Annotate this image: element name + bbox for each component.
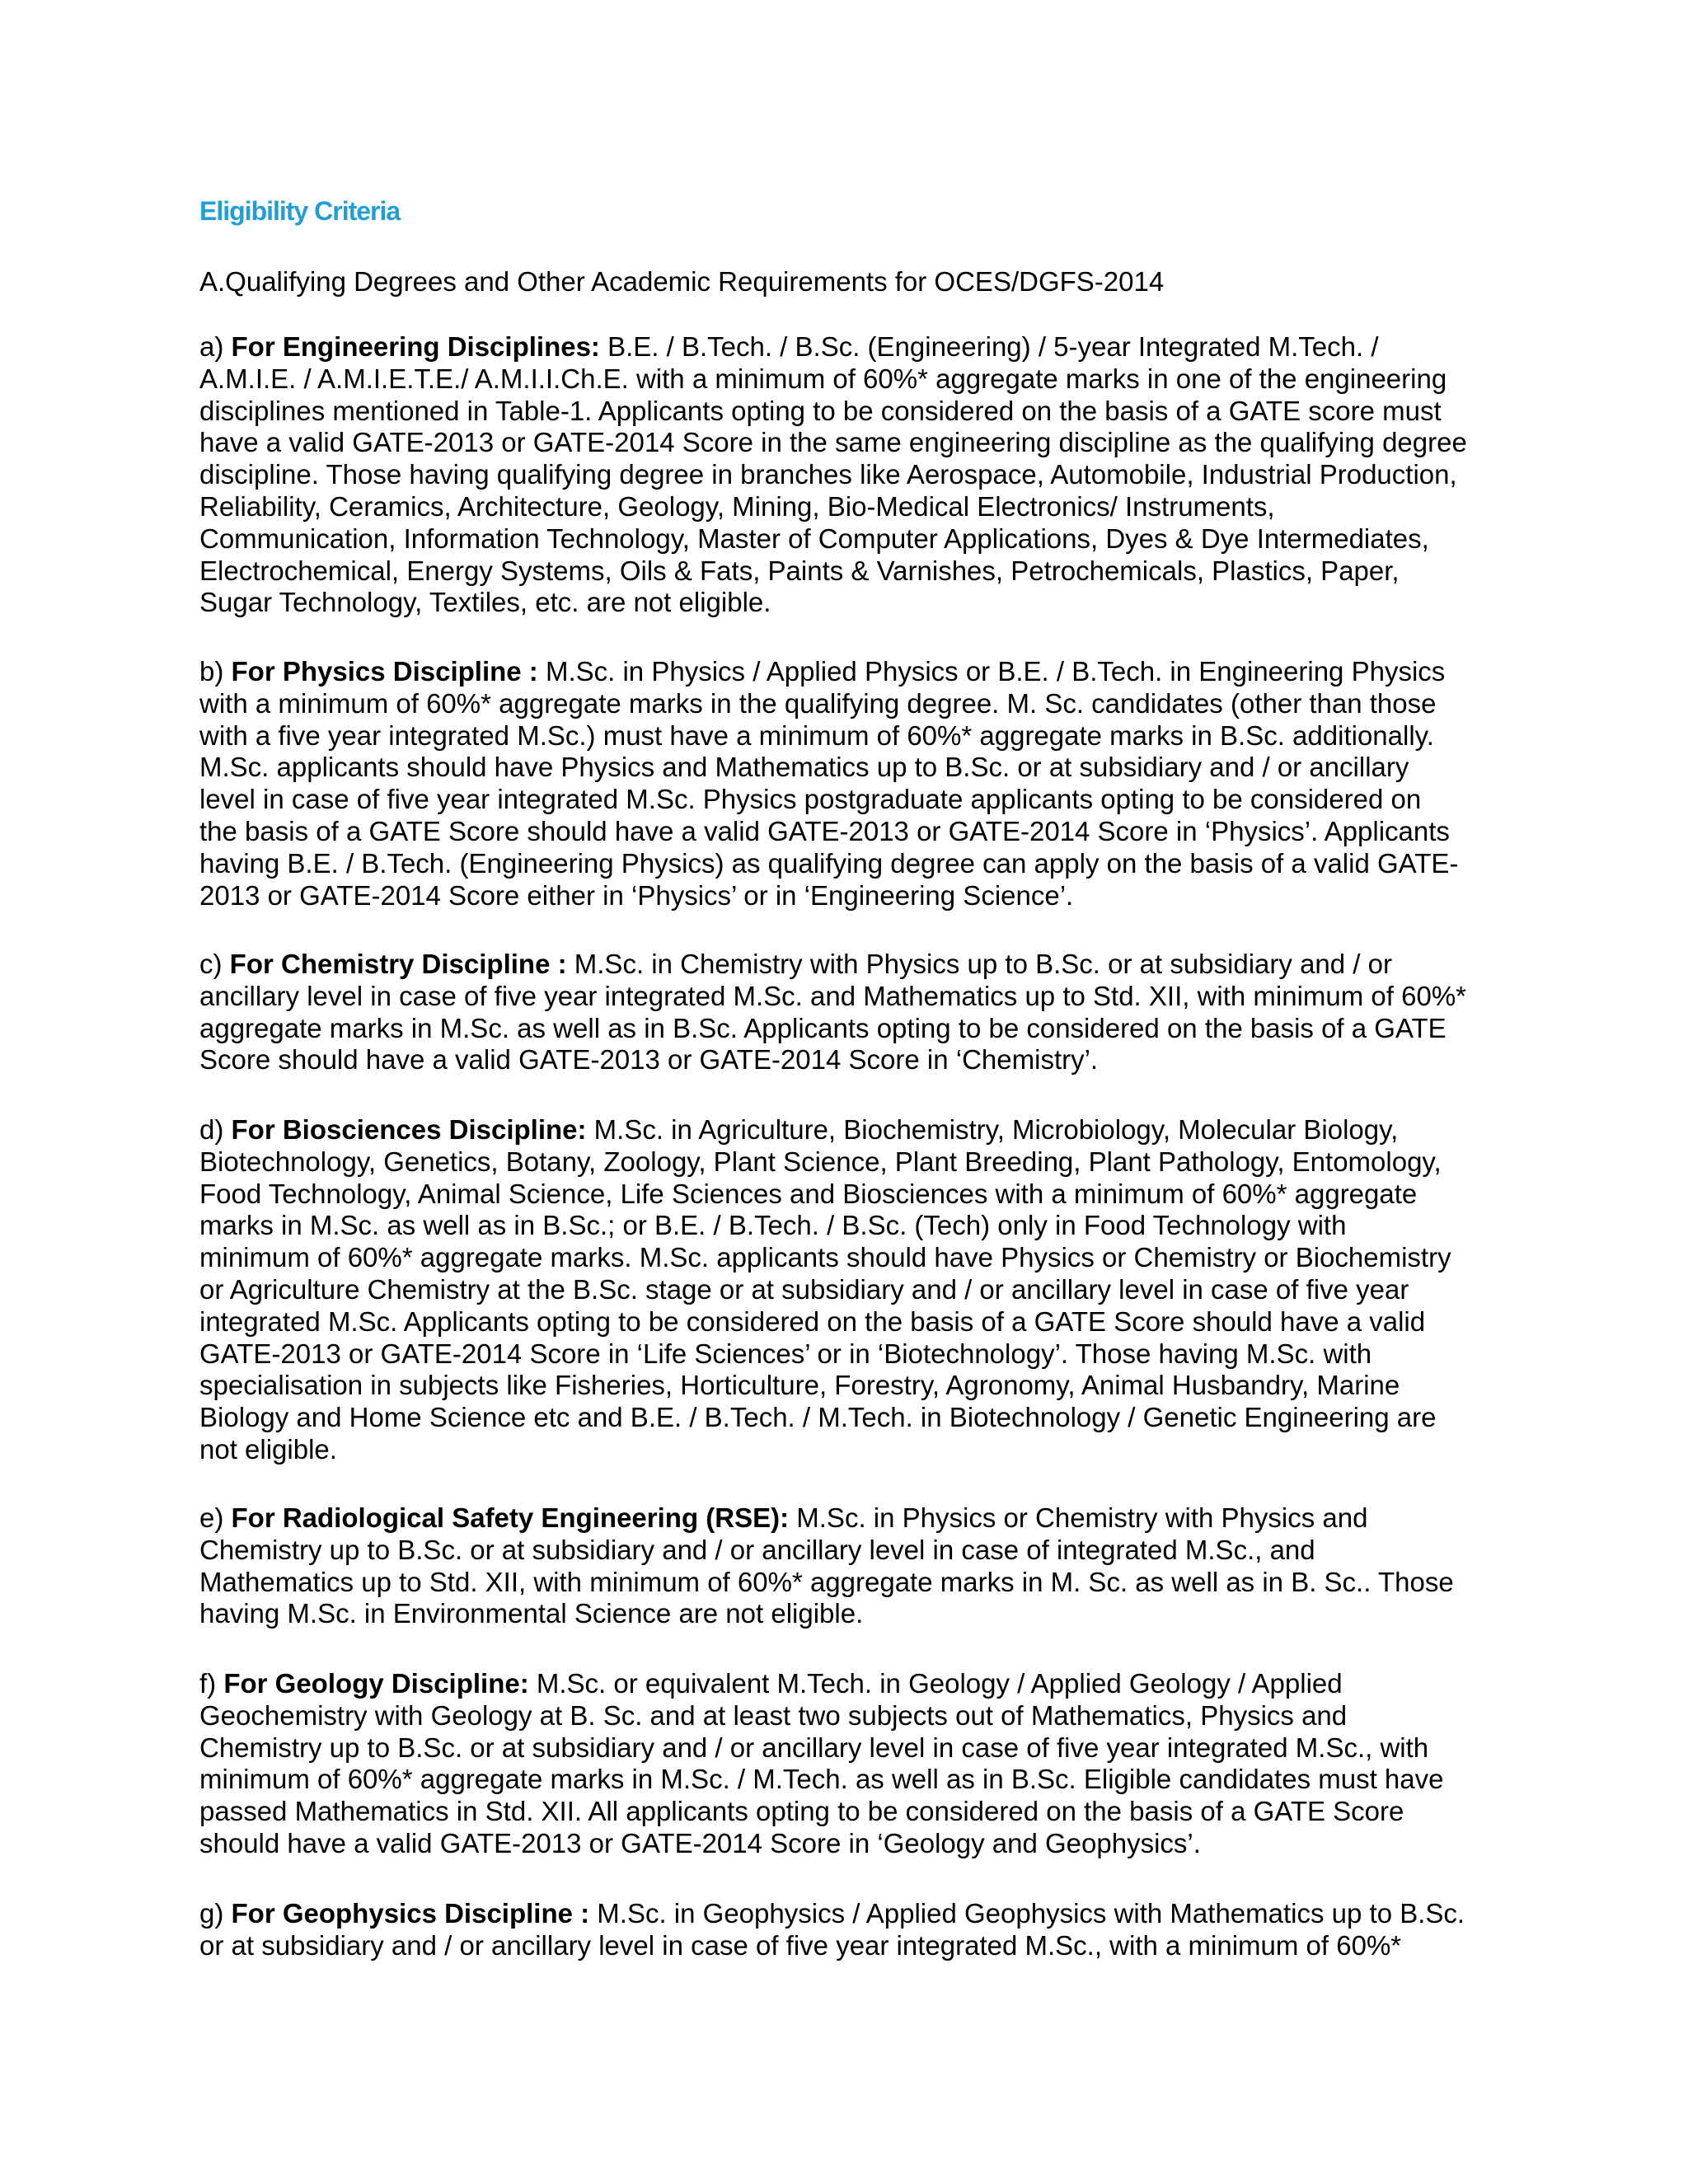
section-line: Sugar Technology, Textiles, etc. are not eligible. [199,587,771,618]
section-line: or at subsidiary and / or ancillary level in case of five year integrated M.Sc., with a minimum of 60%* [199,1929,1402,1961]
section-chemistry [199,949,1493,1076]
section-line: Communication, Information Technology, Master of Computer Applications, Dyes & Dye Intermediates, [199,523,1429,554]
page-subtitle: A.Qualifying Degrees and Other Academic Requirements for OCES/DGFS-2014 [199,266,1165,297]
section-prefix: a) [199,331,232,362]
section-line: M.Sc. in Physics / Applied Physics or B.E. / B.Tech. in Engineering Physics [537,656,1446,687]
section-title: For Engineering Disciplines: [231,331,600,362]
section-line: or Agriculture Chemistry at the B.Sc. stage or at subsidiary and / or ancillary level in case of five year [199,1273,1409,1305]
section-line: with a minimum of 60%* aggregate marks in the qualifying degree. M. Sc. candidates (other than those [199,687,1437,719]
section-line: should have a valid GATE-2013 or GATE-2014 Score in ‘Geology and Geophysics’. [199,1827,1201,1858]
section-line: M.Sc. or equivalent M.Tech. in Geology / Applied Geology / Applied [528,1668,1343,1699]
section-line: discipline. Those having qualifying degree in branches like Aerospace, Automobile, Industrial Production, [199,459,1457,490]
section-line: not eligible. [199,1433,337,1465]
section-line: Food Technology, Animal Science, Life Sciences and Biosciences with a minimum of 60%* aggregate [199,1178,1418,1209]
section-prefix: g) [199,1898,232,1929]
section-line: aggregate marks in M.Sc. as well as in B.Sc. Applicants opting to be considered on the basis of a GATE [199,1012,1447,1043]
section-line: minimum of 60%* aggregate marks in M.Sc. / M.Tech. as well as in B.Sc. Eligible candidates must have [199,1764,1444,1795]
section-line: B.E. / B.Tech. / B.Sc. (Engineering) / 5-year Integrated M.Tech. / [599,331,1379,362]
section-line: 2013 or GATE-2014 Score either in ‘Physics’ or in ‘Engineering Science’. [199,879,1074,911]
section-line: with a five year integrated M.Sc.) must have a minimum of 60%* aggregate marks in B.Sc. additionally. [199,719,1434,751]
section-line: Geochemistry with Geology at B. Sc. and at least two subjects out of Mathematics, Physics and [199,1699,1348,1731]
section-line: GATE-2013 or GATE-2014 Score in ‘Life Sciences’ or in ‘Biotechnology’. Those having M.Sc. with [199,1338,1372,1369]
section-line: marks in M.Sc. as well as in B.Sc.; or B.E. / B.Tech. / B.Sc. (Tech) only in Food Technology with [199,1210,1347,1241]
section-line: ancillary level in case of five year integrated M.Sc. and Mathematics up to Std. XII, with minimum of 60%* [199,980,1467,1011]
section-line: specialisation in subjects like Fisheries, Horticulture, Forestry, Agronomy, Animal Husbandry, Marine [199,1370,1400,1401]
section-line: minimum of 60%* aggregate marks. M.Sc. applicants should have Physics or Chemistry or Biochemistry [199,1242,1451,1273]
section-line: disciplines mentioned in Table-1. Applicants opting to be considered on the basis of a GATE score must [199,395,1442,426]
section-title: For Biosciences Discipline: [231,1114,587,1145]
section-line: Electrochemical, Energy Systems, Oils & Fats, Paints & Varnishes, Petrochemicals, Plastics, Paper, [199,555,1400,586]
section-line: the basis of a GATE Score should have a valid GATE-2013 or GATE-2014 Score in ‘Physics’. Applicants [199,815,1450,846]
section-engineering [199,331,1493,619]
section-title: For Radiological Safety Engineering (RSE): [231,1502,790,1533]
section-prefix: d) [199,1114,232,1145]
section-line: Biology and Home Science etc and B.E. / B.Tech. / M.Tech. in Biotechnology / Genetic Engineering are [199,1402,1437,1433]
section-geophysics [199,1898,1493,1962]
section-line: A.M.I.E. / A.M.I.E.T.E./ A.M.I.I.Ch.E. with a minimum of 60%* aggregate marks in one of the engineering [199,363,1447,394]
section-line: M.Sc. in Geophysics / Applied Geophysics with Mathematics up to B.Sc. [589,1898,1465,1929]
section-line: Reliability, Ceramics, Architecture, Geology, Mining, Bio-Medical Electronics/ Instruments, [199,490,1275,522]
section-line: have a valid GATE-2013 or GATE-2014 Score in the same engineering discipline as the qualifying degree [199,427,1467,458]
section-physics [199,656,1493,912]
section-line: Biotechnology, Genetics, Botany, Zoology, Plant Science, Plant Breeding, Plant Pathology, Entomology, [199,1146,1442,1177]
section-line: having B.E. / B.Tech. (Engineering Physics) as qualifying degree can apply on the basis of a valid GATE- [199,847,1459,879]
section-title: For Geophysics Discipline : [231,1898,590,1929]
section-line: Mathematics up to Std. XII, with minimum of 60%* aggregate marks in M. Sc. as well as in B. Sc.. Those [199,1566,1454,1597]
section-title: For Geology Discipline: [223,1668,529,1699]
section-line: integrated M.Sc. Applicants opting to be considered on the basis of a GATE Score should have a valid [199,1305,1426,1337]
section-biosciences [199,1114,1493,1466]
section-line: Chemistry up to B.Sc. or at subsidiary and / or ancillary level in case of integrated M.Sc., and [199,1534,1315,1565]
section-geology [199,1668,1493,1860]
section-line: M.Sc. applicants should have Physics and Mathematics up to B.Sc. or at subsidiary and / or ancillary [199,752,1409,783]
section-prefix: c) [199,949,230,979]
section-prefix: b) [199,656,232,687]
section-title: For Chemistry Discipline : [229,949,567,979]
section-line: M.Sc. in Agriculture, Biochemistry, Microbiology, Molecular Biology, [586,1114,1399,1145]
section-line: M.Sc. in Physics or Chemistry with Physics and [789,1502,1368,1533]
section-line: having M.Sc. in Environmental Science are not eligible. [199,1598,864,1629]
section-prefix: e) [199,1502,232,1533]
section-line: Score should have a valid GATE-2013 or GATE-2014 Score in ‘Chemistry’. [199,1044,1099,1076]
page-heading: Eligibility Criteria [199,196,401,226]
section-rse [199,1502,1493,1630]
section-prefix: f) [199,1668,224,1699]
section-line: passed Mathematics in Std. XII. All applicants opting to be considered on the basis of a GATE Score [199,1796,1404,1827]
section-title: For Physics Discipline : [231,656,538,687]
section-line: M.Sc. in Chemistry with Physics up to B.Sc. or at subsidiary and / or [566,949,1392,979]
section-line: Chemistry up to B.Sc. or at subsidiary and / or ancillary level in case of five year integrated M.Sc., with [199,1732,1429,1763]
section-line: level in case of five year integrated M.Sc. Physics postgraduate applicants opting to be considered on [199,784,1422,815]
